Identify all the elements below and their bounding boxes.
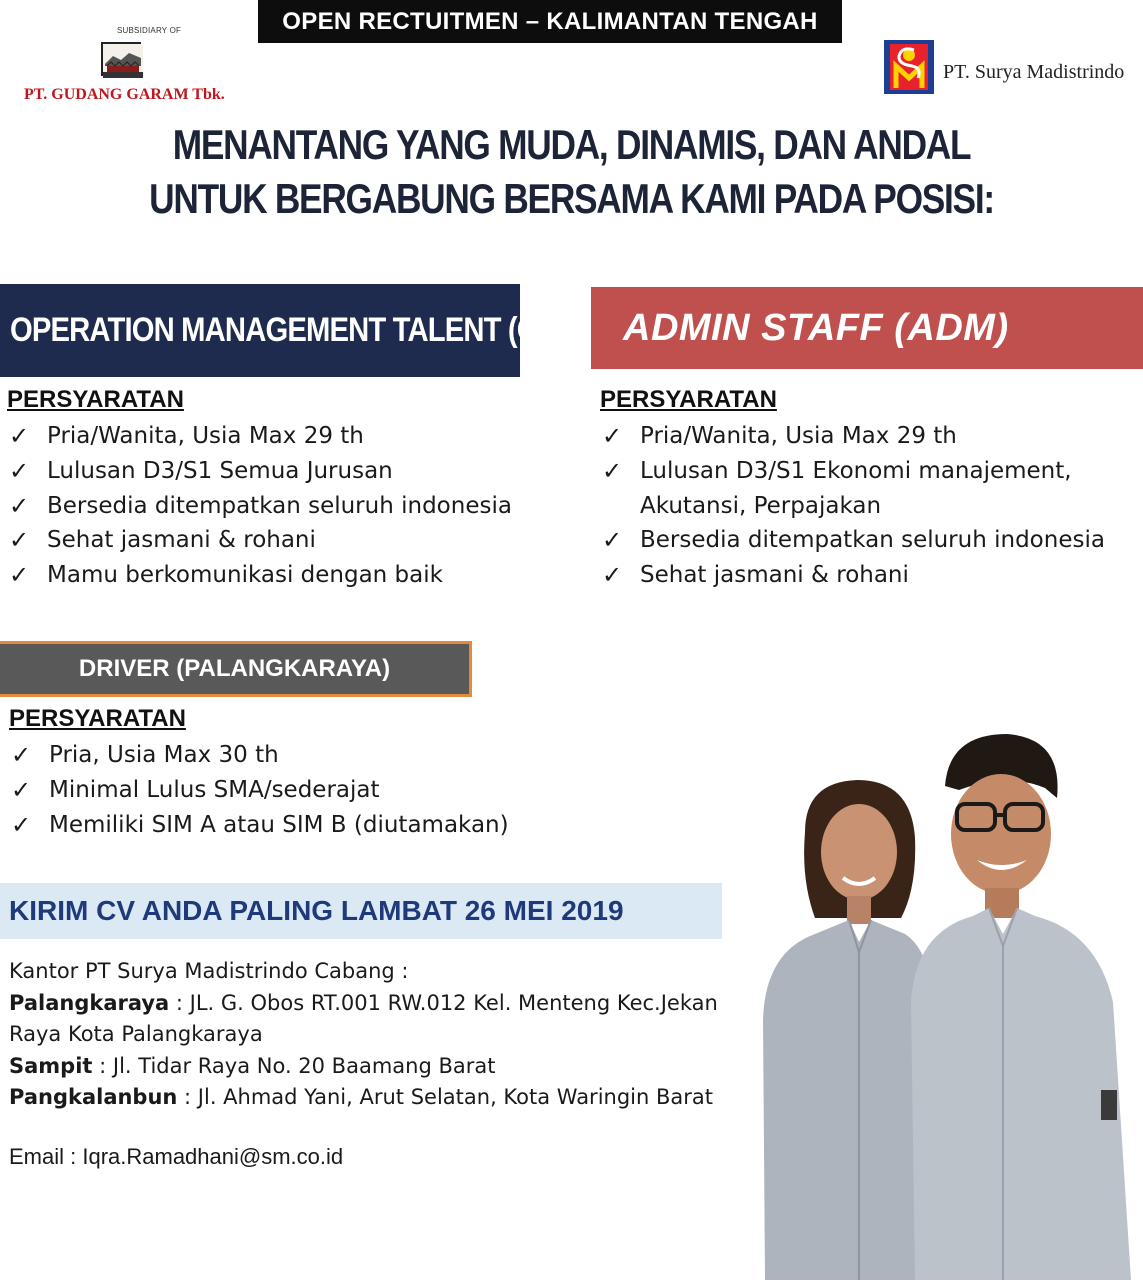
list-item: ✓ Mamu berkomunikasi dengan baik (7, 558, 512, 593)
surya-madistrindo-name: PT. Surya Madistrindo (943, 61, 1125, 83)
position-adm-header (591, 287, 1143, 369)
checkmark-icon: ✓ (9, 526, 30, 555)
list-item: ✓ Sehat jasmani & rohani (600, 558, 1105, 593)
position-omt-title: OPERATION MANAGEMENT TALENT (OMT) (10, 311, 589, 349)
list-item: ✓ Bersedia ditempatkan seluruh indonesia (600, 523, 1105, 558)
headline-line-2: UNTUK BERGABUNG BERSAMA KAMI PADA POSISI: (149, 175, 994, 222)
palangkaraya-address: Palangkaraya : JL. G. Obos RT.001 RW.012 Kel. Menteng Kec.Jekan (9, 990, 718, 1015)
subsidiary-label: SUBSIDIARY OF (117, 26, 182, 35)
list-item: ✓ Bersedia ditempatkan seluruh indonesia (7, 489, 512, 524)
checkmark-icon: ✓ (602, 456, 623, 485)
checkmark-icon: ✓ (602, 526, 623, 555)
gudang-garam-emblem-icon (101, 42, 141, 76)
list-item: ✓ Lulusan D3/S1 Semua Jurusan (7, 454, 512, 489)
surya-madistrindo-logo (884, 38, 1139, 96)
offices-intro: Kantor PT Surya Madistrindo Cabang : (9, 959, 409, 983)
sm-logo-icon (884, 40, 934, 94)
headline-line-1: MENANTANG YANG MUDA, DINAMIS, DAN ANDAL (172, 121, 971, 168)
gudang-garam-name: PT. GUDANG GARAM Tbk. (24, 86, 225, 103)
list-item: ✓ Memiliki SIM A atau SIM B (diutamakan) (9, 808, 509, 843)
headline (0, 118, 1143, 226)
list-item: ✓ Sehat jasmani & rohani (7, 523, 512, 558)
adm-requirements-title: PERSYARATAN (600, 386, 777, 413)
checkmark-icon: ✓ (602, 422, 623, 450)
deadline-banner: KIRIM CV ANDA PALING LAMBAT 26 MEI 2019 (0, 883, 722, 939)
list-item: ✓ Lulusan D3/S1 Ekonomi manajement, Akutansi, Perpajakan (600, 454, 1105, 524)
omt-requirements-title: PERSYARATAN (7, 386, 184, 413)
checkmark-icon: ✓ (11, 741, 32, 769)
palangkaraya-address-cont: Raya Kota Palangkaraya (9, 1022, 263, 1046)
driver-requirements-title: PERSYARATAN (9, 705, 186, 732)
staff-photo (745, 720, 1143, 1280)
driver-requirements (9, 705, 509, 842)
list-item: ✓ Minimal Lulus SMA/sederajat (9, 773, 509, 808)
recruitment-banner: OPEN RECTUITMEN – KALIMANTAN TENGAH (258, 0, 842, 43)
checkmark-icon: ✓ (9, 561, 30, 590)
gudang-garam-logo (22, 24, 225, 108)
checkmark-icon: ✓ (9, 491, 30, 520)
position-driver-header (0, 641, 472, 697)
position-adm-title: ADMIN STAFF (ADM) (623, 306, 1009, 349)
contact-email: Email : Iqra.Ramadhani@sm.co.id (9, 1144, 344, 1169)
office-addresses (9, 956, 739, 1114)
position-driver-title: DRIVER (PALANGKARAYA) (78, 655, 391, 682)
position-omt-header (0, 284, 589, 377)
checkmark-icon: ✓ (602, 561, 623, 590)
list-item: ✓ Pria, Usia Max 30 th (9, 738, 509, 773)
checkmark-icon: ✓ (9, 422, 30, 450)
checkmark-icon: ✓ (11, 810, 32, 839)
pangkalanbun-address: Pangkalanbun : Jl. Ahmad Yani, Arut Selatan, Kota Waringin Barat (9, 1085, 713, 1109)
omt-requirements (7, 386, 512, 593)
checkmark-icon: ✓ (11, 775, 32, 804)
adm-requirements (600, 386, 1105, 593)
checkmark-icon: ✓ (9, 456, 30, 485)
list-item: ✓ Pria/Wanita, Usia Max 29 th (600, 419, 1105, 454)
list-item: ✓ Pria/Wanita, Usia Max 29 th (7, 419, 512, 454)
sampit-address: Sampit : Jl. Tidar Raya No. 20 Baamang Barat (9, 1053, 496, 1078)
list-item-continuation: Akutansi, Perpajakan (640, 492, 882, 519)
